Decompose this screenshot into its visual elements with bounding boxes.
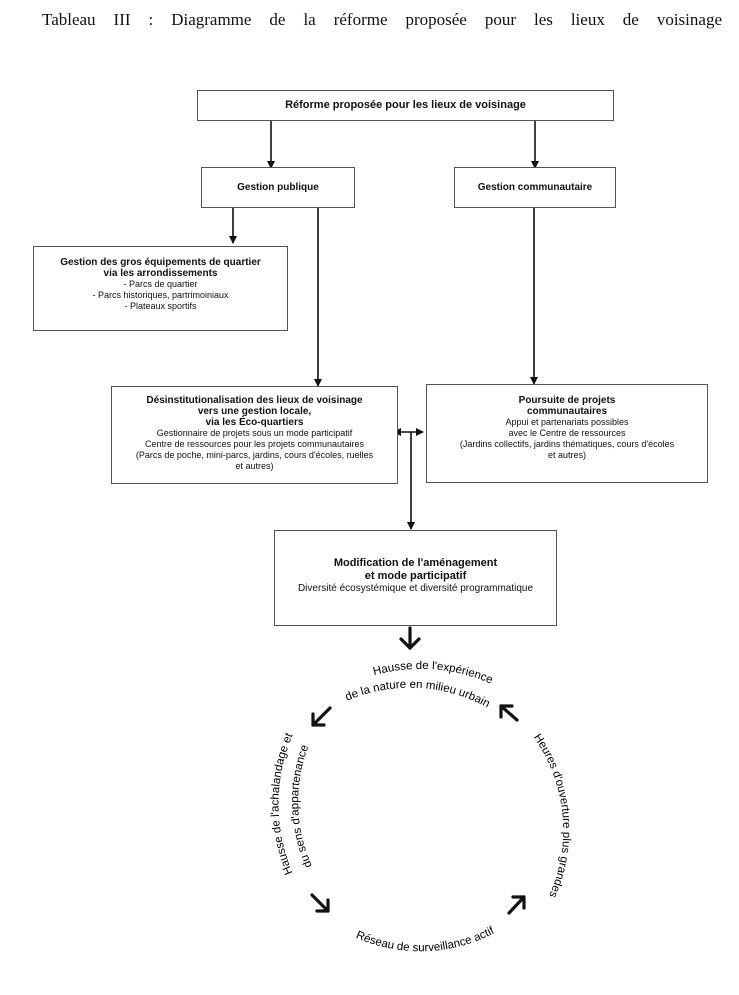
cycle-label-left-2: du sens d'appartenance bbox=[289, 743, 315, 870]
cycle-arrow-top-right bbox=[501, 706, 517, 720]
node-desinstitutionalisation bbox=[111, 386, 398, 484]
node-gros-equipements bbox=[33, 246, 288, 331]
node-gestion-publique bbox=[201, 167, 355, 208]
node-desinst-title-3: via les Éco-quartiers bbox=[205, 417, 304, 428]
cycle-arrow-bottom-left bbox=[312, 895, 328, 911]
node-modification-subtitle: Diversité écosystémique et diversité programmatique bbox=[297, 583, 534, 594]
cycle-arrow-down bbox=[401, 628, 419, 648]
node-gros-equipements-item: - Plateaux sportifs bbox=[124, 301, 197, 311]
node-desinst-title-1: Désinstitutionalisation des lieux de voisinage bbox=[146, 395, 363, 406]
cycle-arrow-bottom-right bbox=[509, 897, 524, 913]
node-gros-equipements-item: - Parcs historiques, partrimoiniaux bbox=[92, 290, 229, 300]
node-poursuite-line: Appui et partenariats possibles bbox=[505, 417, 629, 427]
node-desinst-title-2: vers une gestion locale, bbox=[197, 406, 312, 417]
node-desinst-line: Gestionnaire de projets sous un mode participatif bbox=[156, 428, 353, 438]
node-gestion-publique-title: Gestion publique bbox=[237, 182, 319, 193]
table-caption: Tableau III : Diagramme de la réforme proposée pour les lieux de voisinage bbox=[42, 10, 722, 29]
node-poursuite-line: et autres) bbox=[547, 450, 587, 460]
node-gros-equipements-title-1: Gestion des gros équipements de quartier bbox=[60, 257, 261, 268]
node-poursuite-title-2: communautaires bbox=[526, 406, 608, 417]
node-reforme-title: Réforme proposée pour les lieux de voisinage bbox=[285, 99, 526, 111]
node-poursuite bbox=[426, 384, 708, 483]
node-reforme bbox=[197, 90, 614, 121]
node-gros-equipements-title-2: via les arrondissements bbox=[103, 268, 218, 279]
node-gestion-communautaire-title: Gestion communautaire bbox=[477, 182, 593, 193]
node-modification-title-2: et mode participatif bbox=[364, 570, 467, 582]
node-poursuite-line: (Jardins collectifs, jardins thématiques, cours d'écoles bbox=[459, 439, 675, 449]
cycle-label-right: Heures d'ouverture plus grandes bbox=[530, 731, 573, 900]
cycle-arrow-top-left bbox=[313, 708, 330, 725]
node-desinst-line: Centre de ressources pour les projets communautaires bbox=[144, 439, 365, 449]
node-desinst-line: (Parcs de poche, mini-parcs, jardins, cours d'écoles, ruelles bbox=[135, 450, 374, 460]
cycle-label-top-2: de la nature en milieu urbain bbox=[343, 678, 492, 711]
cycle-label-top-1: Hausse de l'expérience bbox=[371, 659, 495, 687]
node-modification bbox=[274, 530, 557, 626]
node-modification-title-1: Modification de l'aménagement bbox=[333, 557, 498, 569]
node-poursuite-title-1: Poursuite de projets bbox=[518, 395, 616, 406]
node-poursuite-line: avec le Centre de ressources bbox=[508, 428, 626, 438]
cycle-label-bottom: Réseau de surveillance actif bbox=[354, 924, 497, 955]
node-gros-equipements-item: - Parcs de quartier bbox=[123, 279, 198, 289]
node-desinst-line: et autres) bbox=[235, 461, 274, 471]
cycle-label-left-1: Hausse de l'achalandage et bbox=[269, 731, 296, 877]
node-gestion-communautaire bbox=[454, 167, 616, 208]
